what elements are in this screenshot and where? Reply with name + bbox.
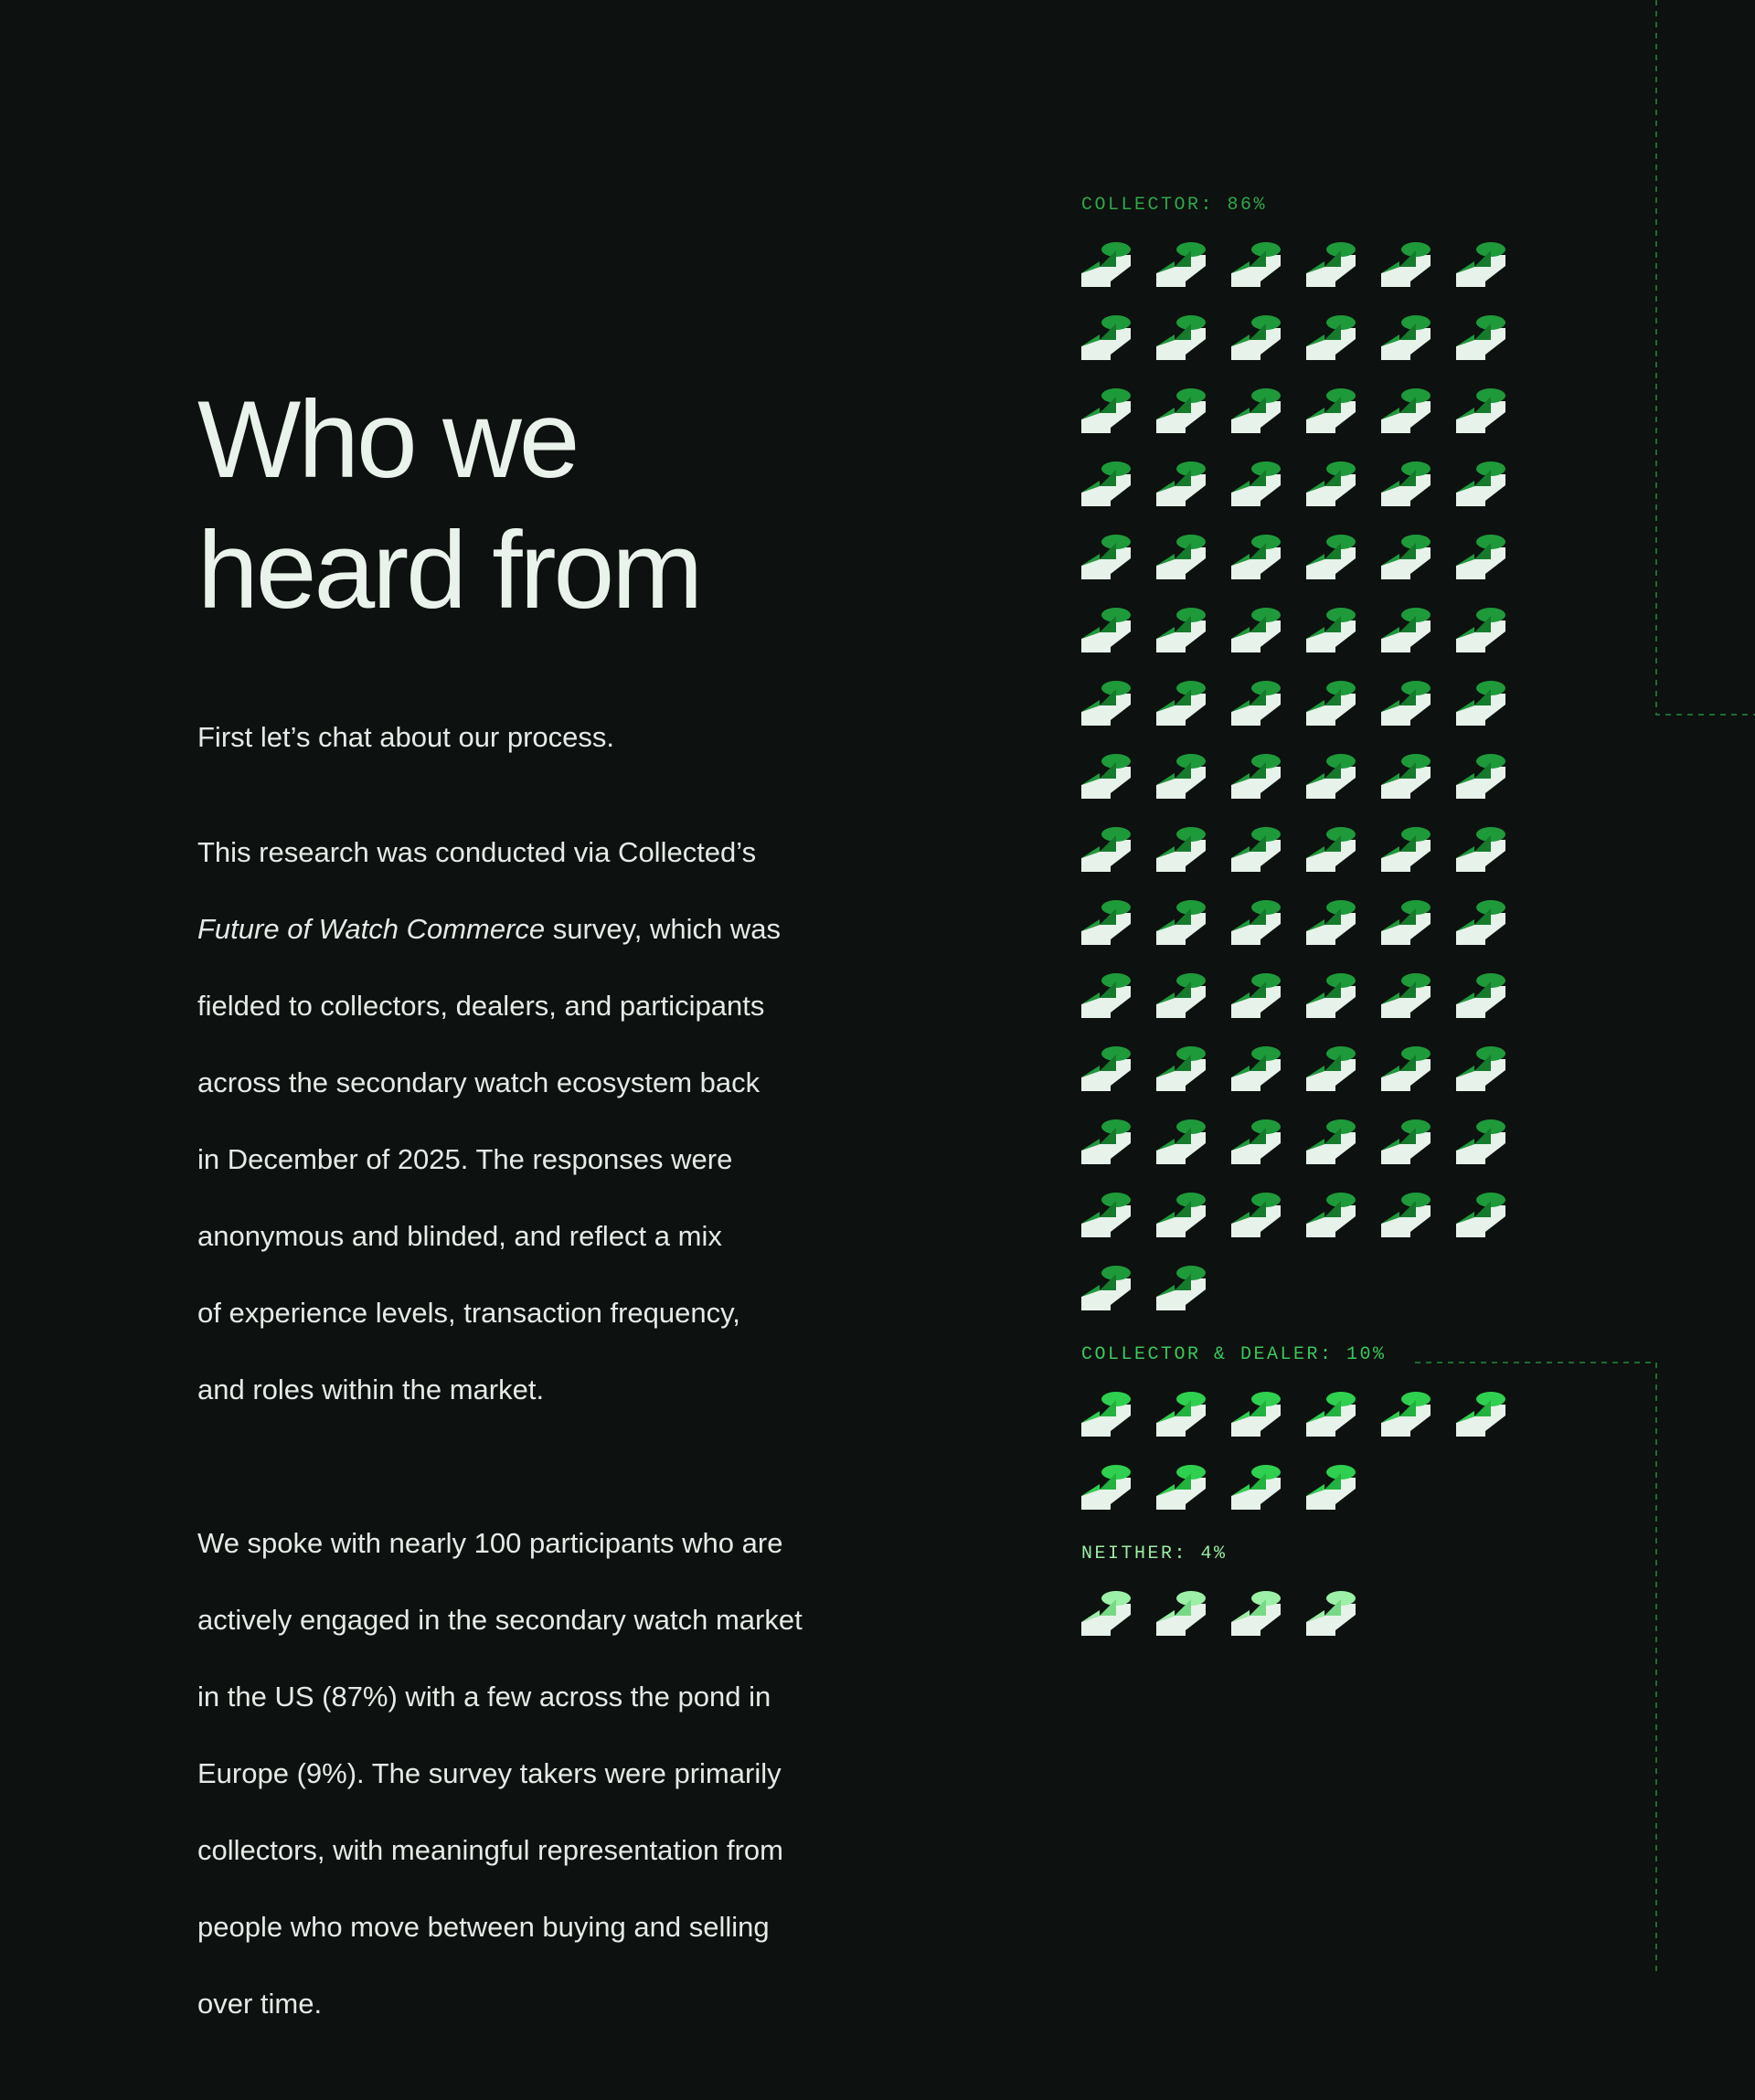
coin-stack-icon <box>1306 897 1357 947</box>
coin-stack-icon <box>1156 970 1207 1020</box>
coin-stack-icon <box>1231 970 1282 1020</box>
coin-stack-icon <box>1306 678 1357 727</box>
coin-stack-icon <box>1081 459 1133 508</box>
process-paragraph <box>197 795 910 1448</box>
participants-line: actively engaged in the secondary watch market <box>197 1604 803 1636</box>
coin-stack-icon <box>1081 1044 1133 1093</box>
group-label: COLLECTOR & DEALER: 10% <box>1081 1344 1387 1365</box>
coin-stack-icon <box>1156 824 1207 874</box>
coin-stack-icon <box>1081 970 1133 1020</box>
coin-stack-icon <box>1456 751 1507 801</box>
coin-stack-icon <box>1306 751 1357 801</box>
coin-stack-icon <box>1156 1117 1207 1166</box>
icon-grid <box>1081 239 1538 1312</box>
pictogram-chart <box>1081 194 1538 1638</box>
coin-stack-icon <box>1381 1389 1432 1438</box>
coin-stack-icon <box>1306 1044 1357 1093</box>
coin-stack-icon <box>1231 678 1282 727</box>
group-label: NEITHER: 4% <box>1081 1543 1228 1564</box>
coin-stack-icon <box>1231 1462 1282 1511</box>
process-line: of experience levels, transaction frequency, <box>197 1297 740 1329</box>
coin-stack-icon <box>1456 1044 1507 1093</box>
coin-stack-icon <box>1156 386 1207 435</box>
coin-stack-icon <box>1381 1044 1432 1093</box>
coin-stack-icon <box>1381 751 1432 801</box>
guide-line-top <box>1656 0 1755 715</box>
coin-stack-icon <box>1081 751 1133 801</box>
process-line-lead: This research was conducted via Collected’s <box>197 836 757 868</box>
coin-stack-icon <box>1306 1389 1357 1438</box>
participants-line: Europe (9%). The survey takers were primarily <box>197 1757 782 1789</box>
title-line-1: Who we <box>197 378 578 501</box>
coin-stack-icon <box>1081 897 1133 947</box>
coin-stack-icon <box>1381 459 1432 508</box>
body-text <box>197 718 910 2062</box>
coin-stack-icon <box>1306 1117 1357 1166</box>
coin-stack-icon <box>1306 1190 1357 1239</box>
coin-stack-icon <box>1381 605 1432 654</box>
coin-stack-icon <box>1081 532 1133 581</box>
coin-stack-icon <box>1156 1389 1207 1438</box>
coin-stack-icon <box>1156 897 1207 947</box>
coin-stack-icon <box>1231 605 1282 654</box>
coin-stack-icon <box>1456 459 1507 508</box>
coin-stack-icon <box>1231 386 1282 435</box>
coin-stack-icon <box>1306 1588 1357 1638</box>
chart-group-collector <box>1081 194 1538 1312</box>
icon-grid <box>1081 1389 1538 1511</box>
coin-stack-icon <box>1306 313 1357 362</box>
coin-stack-icon <box>1081 313 1133 362</box>
coin-stack-icon <box>1306 386 1357 435</box>
participants-line: in the US (87%) with a few across the pond in <box>197 1681 771 1713</box>
intro-paragraph: First let’s chat about our process. <box>197 721 615 753</box>
survey-line-rest: survey, which was <box>545 913 782 945</box>
survey-name: Future of Watch Commerce <box>197 913 546 945</box>
title-line-2: heard from <box>197 509 701 631</box>
intro-section <box>197 375 910 2100</box>
coin-stack-icon <box>1381 1190 1432 1239</box>
participants-paragraph <box>197 1486 910 2062</box>
coin-stack-icon <box>1156 1588 1207 1638</box>
coin-stack-icon <box>1156 678 1207 727</box>
coin-stack-icon <box>1456 897 1507 947</box>
coin-stack-icon <box>1231 1117 1282 1166</box>
coin-stack-icon <box>1456 313 1507 362</box>
coin-stack-icon <box>1381 970 1432 1020</box>
coin-stack-icon <box>1231 751 1282 801</box>
coin-stack-icon <box>1456 1190 1507 1239</box>
process-line: fielded to collectors, dealers, and participants <box>197 990 765 1022</box>
coin-stack-icon <box>1081 1389 1133 1438</box>
coin-stack-icon <box>1381 678 1432 727</box>
coin-stack-icon <box>1456 605 1507 654</box>
group-label: COLLECTOR: 86% <box>1081 195 1268 216</box>
coin-stack-icon <box>1156 1462 1207 1511</box>
coin-stack-icon <box>1456 239 1507 289</box>
coin-stack-icon <box>1456 532 1507 581</box>
chart-group-collector-dealer <box>1081 1343 1538 1511</box>
coin-stack-icon <box>1081 605 1133 654</box>
coin-stack-icon <box>1081 1263 1133 1312</box>
coin-stack-icon <box>1081 1190 1133 1239</box>
participants-line: We spoke with nearly 100 participants who are <box>197 1527 783 1559</box>
coin-stack-icon <box>1231 459 1282 508</box>
process-line: across the secondary watch ecosystem back <box>197 1066 760 1098</box>
coin-stack-icon <box>1231 1389 1282 1438</box>
coin-stack-icon <box>1306 459 1357 508</box>
coin-stack-icon <box>1081 1588 1133 1638</box>
coin-stack-icon <box>1381 824 1432 874</box>
coin-stack-icon <box>1231 239 1282 289</box>
coin-stack-icon <box>1306 824 1357 874</box>
coin-stack-icon <box>1156 751 1207 801</box>
process-line: anonymous and blinded, and reflect a mix <box>197 1220 722 1252</box>
coin-stack-icon <box>1156 1263 1207 1312</box>
coin-stack-icon <box>1306 239 1357 289</box>
coin-stack-icon <box>1456 1117 1507 1166</box>
coin-stack-icon <box>1081 386 1133 435</box>
coin-stack-icon <box>1456 970 1507 1020</box>
coin-stack-icon <box>1156 532 1207 581</box>
coin-stack-icon <box>1306 605 1357 654</box>
coin-stack-icon <box>1456 386 1507 435</box>
coin-stack-icon <box>1381 239 1432 289</box>
coin-stack-icon <box>1156 313 1207 362</box>
coin-stack-icon <box>1156 239 1207 289</box>
coin-stack-icon <box>1381 386 1432 435</box>
process-line: and roles within the market. <box>197 1373 545 1405</box>
icon-grid <box>1081 1588 1538 1638</box>
coin-stack-icon <box>1231 824 1282 874</box>
coin-stack-icon <box>1231 1588 1282 1638</box>
coin-stack-icon <box>1081 1462 1133 1511</box>
process-line-survey <box>197 910 910 949</box>
participants-line: collectors, with meaningful representation from <box>197 1834 783 1866</box>
coin-stack-icon <box>1081 678 1133 727</box>
coin-stack-icon <box>1456 678 1507 727</box>
coin-stack-icon <box>1156 1044 1207 1093</box>
coin-stack-icon <box>1231 313 1282 362</box>
coin-stack-icon <box>1081 239 1133 289</box>
chart-group-neither <box>1081 1543 1538 1638</box>
coin-stack-icon <box>1231 532 1282 581</box>
participants-line: over time. <box>197 1988 323 2020</box>
coin-stack-icon <box>1381 532 1432 581</box>
participants-line: people who move between buying and selling <box>197 1911 770 1943</box>
coin-stack-icon <box>1381 313 1432 362</box>
process-line: in December of 2025. The responses were <box>197 1143 733 1175</box>
coin-stack-icon <box>1456 824 1507 874</box>
coin-stack-icon <box>1156 1190 1207 1239</box>
coin-stack-icon <box>1306 1462 1357 1511</box>
coin-stack-icon <box>1231 1190 1282 1239</box>
coin-stack-icon <box>1381 1117 1432 1166</box>
coin-stack-icon <box>1306 532 1357 581</box>
coin-stack-icon <box>1306 970 1357 1020</box>
coin-stack-icon <box>1081 824 1133 874</box>
page-title <box>197 375 910 636</box>
coin-stack-icon <box>1456 1389 1507 1438</box>
coin-stack-icon <box>1081 1117 1133 1166</box>
coin-stack-icon <box>1156 605 1207 654</box>
coin-stack-icon <box>1381 897 1432 947</box>
coin-stack-icon <box>1231 1044 1282 1093</box>
coin-stack-icon <box>1231 897 1282 947</box>
coin-stack-icon <box>1156 459 1207 508</box>
